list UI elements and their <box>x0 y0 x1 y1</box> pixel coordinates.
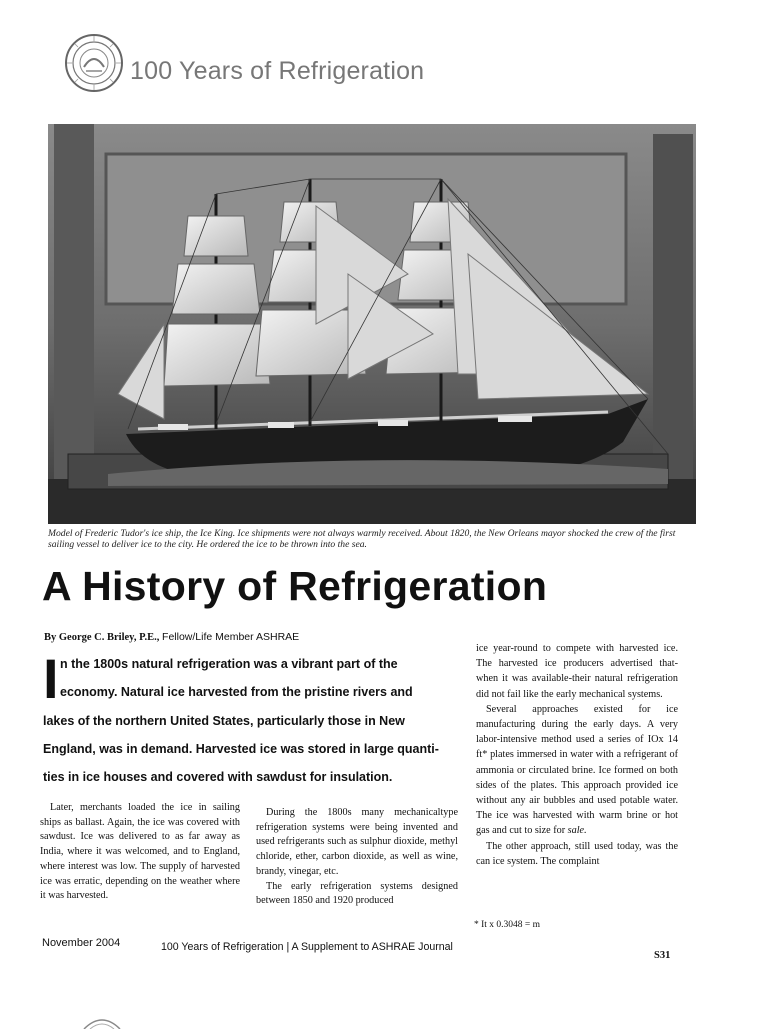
paragraph: The early refrigeration systems designed between 1850 and 1920 produced <box>256 880 458 907</box>
supplement-line: 100 Years of Refrigeration | A Supplement to ASHRAE Journal <box>161 941 453 953</box>
issue-date: November 2004 <box>42 937 121 949</box>
paragraph-end: sale. <box>567 825 587 837</box>
seal-fragment-icon <box>82 1016 122 1028</box>
lead-line: economy. Natural ice harvested from the pristine rivers and <box>60 685 413 699</box>
series-title: 100 Years of Refrigeration <box>130 57 425 85</box>
sailing-ship-photo <box>48 124 696 524</box>
paragraph: Later, merchants loaded the ice in sailing ships as ballast. Again, the ice was covered with sawdust. Ice was delivered to as far away as India, where it was welcomed, and to England, where interest was low. The supply of harvested ice was erratic, depending on the weather where it was harvested. <box>40 802 240 902</box>
drop-cap: I <box>43 647 59 710</box>
author-name: By George C. Briley, P.E., <box>44 632 160 643</box>
paragraph: ice year-round to compete with harvested ice. The harvested ice producers advertised that-when it was available-their natural refrigeration did not fail like the early mechanical systems. <box>476 643 678 700</box>
paragraph: The other approach, still used today, was the can ice system. The complaint <box>476 840 678 867</box>
paragraph: During the 1800s many mechanicaltype refrigeration systems were being invented and used refrigerants such as sulphur dioxide, methyl chloride, ether, carbon dioxide, as well as wine, brandy, vinegar, etc. <box>256 807 458 877</box>
paragraph <box>476 702 678 839</box>
footnote: * It x 0.3048 = m <box>474 920 541 930</box>
article-column-2 <box>256 806 458 909</box>
photo-caption: Model of Frederic Tudor's ice ship, the Ice King. Ice shipments were not always warmly received. About 1820, the New Orleans mayor shocked the crew of the first sailing vessel to deliver ice to the city. He ordered the ice to be thrown into the sea. <box>48 528 676 550</box>
lead-line: lakes of the northern United States, particularly those in New <box>43 714 405 728</box>
paragraph-text: Several approaches existed for ice manufacturing during the early days. A very labor-intensive method used a series of IOx 14 ft* plates immersed in water with a refrigerant of ammonia or circulated brine. Ice formed on both sides of the plates. This approach provided ice without any air bubbles and used potable water. The ice was harvested with warm brine or hot gas and cut to size for <box>476 703 678 837</box>
lead-line: ties in ice houses and covered with sawdust for insulation. <box>43 770 393 784</box>
page-number: S31 <box>654 950 671 961</box>
lead-line: n the 1800s natural refrigeration was a vibrant part of the <box>60 657 398 671</box>
article-column-1 <box>40 801 240 904</box>
byline <box>44 631 299 643</box>
ashrae-seal-icon <box>64 33 124 93</box>
lead-line: England, was in demand. Harvested ice was stored in large quanti- <box>43 742 439 756</box>
article-title: A History of Refrigeration <box>42 563 548 609</box>
author-role: Fellow/Life Member ASHRAE <box>162 631 300 643</box>
article-column-3 <box>476 641 678 869</box>
